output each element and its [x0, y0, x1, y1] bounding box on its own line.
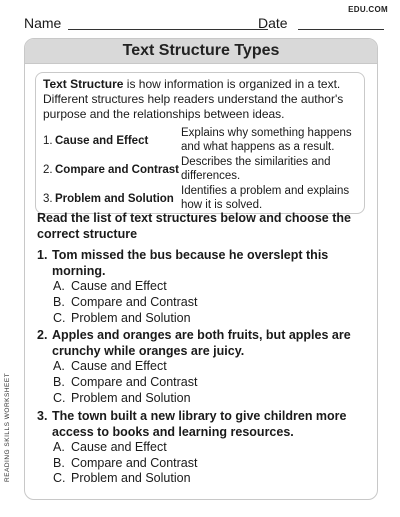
option-letter: C.: [53, 390, 66, 405]
option-letter: C.: [53, 310, 66, 325]
option-letter: C.: [53, 471, 66, 486]
structure-name: Compare and Contrast: [55, 163, 179, 176]
structure-description: Identifies a problem and explains how it is solved.: [181, 185, 350, 211]
question-item: [37, 247, 367, 326]
question-list: [37, 247, 367, 488]
option-text: Cause and Effect: [71, 359, 167, 374]
option-letter: A.: [53, 279, 65, 293]
structure-description: Describes the similarities and differences.: [181, 156, 331, 182]
date-field[interactable]: [298, 29, 384, 30]
answer-option[interactable]: [37, 456, 367, 472]
structure-item: [43, 155, 358, 184]
intro-term: Text Structure: [43, 77, 124, 91]
answer-option[interactable]: [37, 375, 367, 391]
answer-option[interactable]: [37, 359, 367, 375]
question-stem: [37, 408, 367, 440]
option-letter: B.: [53, 375, 65, 390]
option-text: Compare and Contrast: [71, 375, 198, 390]
question-text: The town built a new library to give children more access to books and learning resources.: [52, 408, 347, 439]
option-text: Cause and Effect: [71, 439, 167, 454]
structure-number: 3.: [43, 192, 53, 205]
worksheet-panel: [24, 38, 378, 500]
option-letter: B.: [53, 455, 65, 470]
name-label: Name: [24, 15, 62, 31]
question-item: [37, 327, 367, 406]
name-field[interactable]: [68, 29, 268, 30]
option-text: Compare and Contrast: [71, 455, 198, 470]
name-date-header: [20, 14, 384, 32]
option-text: Problem and Solution: [71, 390, 191, 405]
question-text: Apples and oranges are both fruits, but apples are crunchy while oranges are juicy.: [52, 328, 351, 359]
option-text: Compare and Contrast: [71, 294, 198, 309]
side-label: READING SKILLS WORKSHEET: [4, 372, 11, 482]
intro-paragraph: [43, 77, 358, 122]
option-letter: A.: [53, 439, 65, 454]
instructions: Read the list of text structures below and choose the correct structure: [37, 211, 351, 241]
question-stem: [37, 247, 367, 279]
question-item: [37, 408, 367, 487]
brand-logo: EDU.COM: [348, 5, 388, 14]
answer-option[interactable]: [37, 440, 367, 456]
question-number: 3.: [37, 408, 48, 423]
structure-item: [43, 184, 358, 213]
option-letter: B.: [53, 294, 65, 309]
structure-number: 1.: [43, 134, 53, 147]
question-number: 2.: [37, 328, 48, 343]
answer-option[interactable]: [37, 391, 367, 407]
structure-description: Explains why something happens and what happens as a result.: [181, 127, 352, 153]
structure-name: Cause and Effect: [55, 134, 149, 147]
option-letter: A.: [53, 359, 65, 374]
structure-number: 2.: [43, 163, 53, 176]
definition-box: [35, 72, 365, 214]
structure-name: Problem and Solution: [55, 192, 174, 205]
answer-option[interactable]: [37, 311, 367, 327]
answer-option[interactable]: [37, 295, 367, 311]
answer-option[interactable]: [37, 471, 367, 487]
option-text: Problem and Solution: [71, 471, 191, 486]
page-title: Text Structure Types: [25, 39, 377, 64]
answer-option[interactable]: [37, 279, 367, 295]
question-text: Tom missed the bus because he overslept this morning.: [52, 248, 329, 278]
structure-item: [43, 126, 358, 155]
question-number: 1.: [37, 248, 48, 262]
date-label: Date: [258, 15, 288, 31]
intro-text: is how information is organized in a text. Different structures help readers understand the author's purpose and the relationships between ideas.: [43, 77, 344, 121]
option-text: Problem and Solution: [71, 310, 191, 325]
question-stem: [37, 327, 367, 359]
structure-list: [43, 126, 358, 213]
option-text: Cause and Effect: [71, 279, 167, 293]
